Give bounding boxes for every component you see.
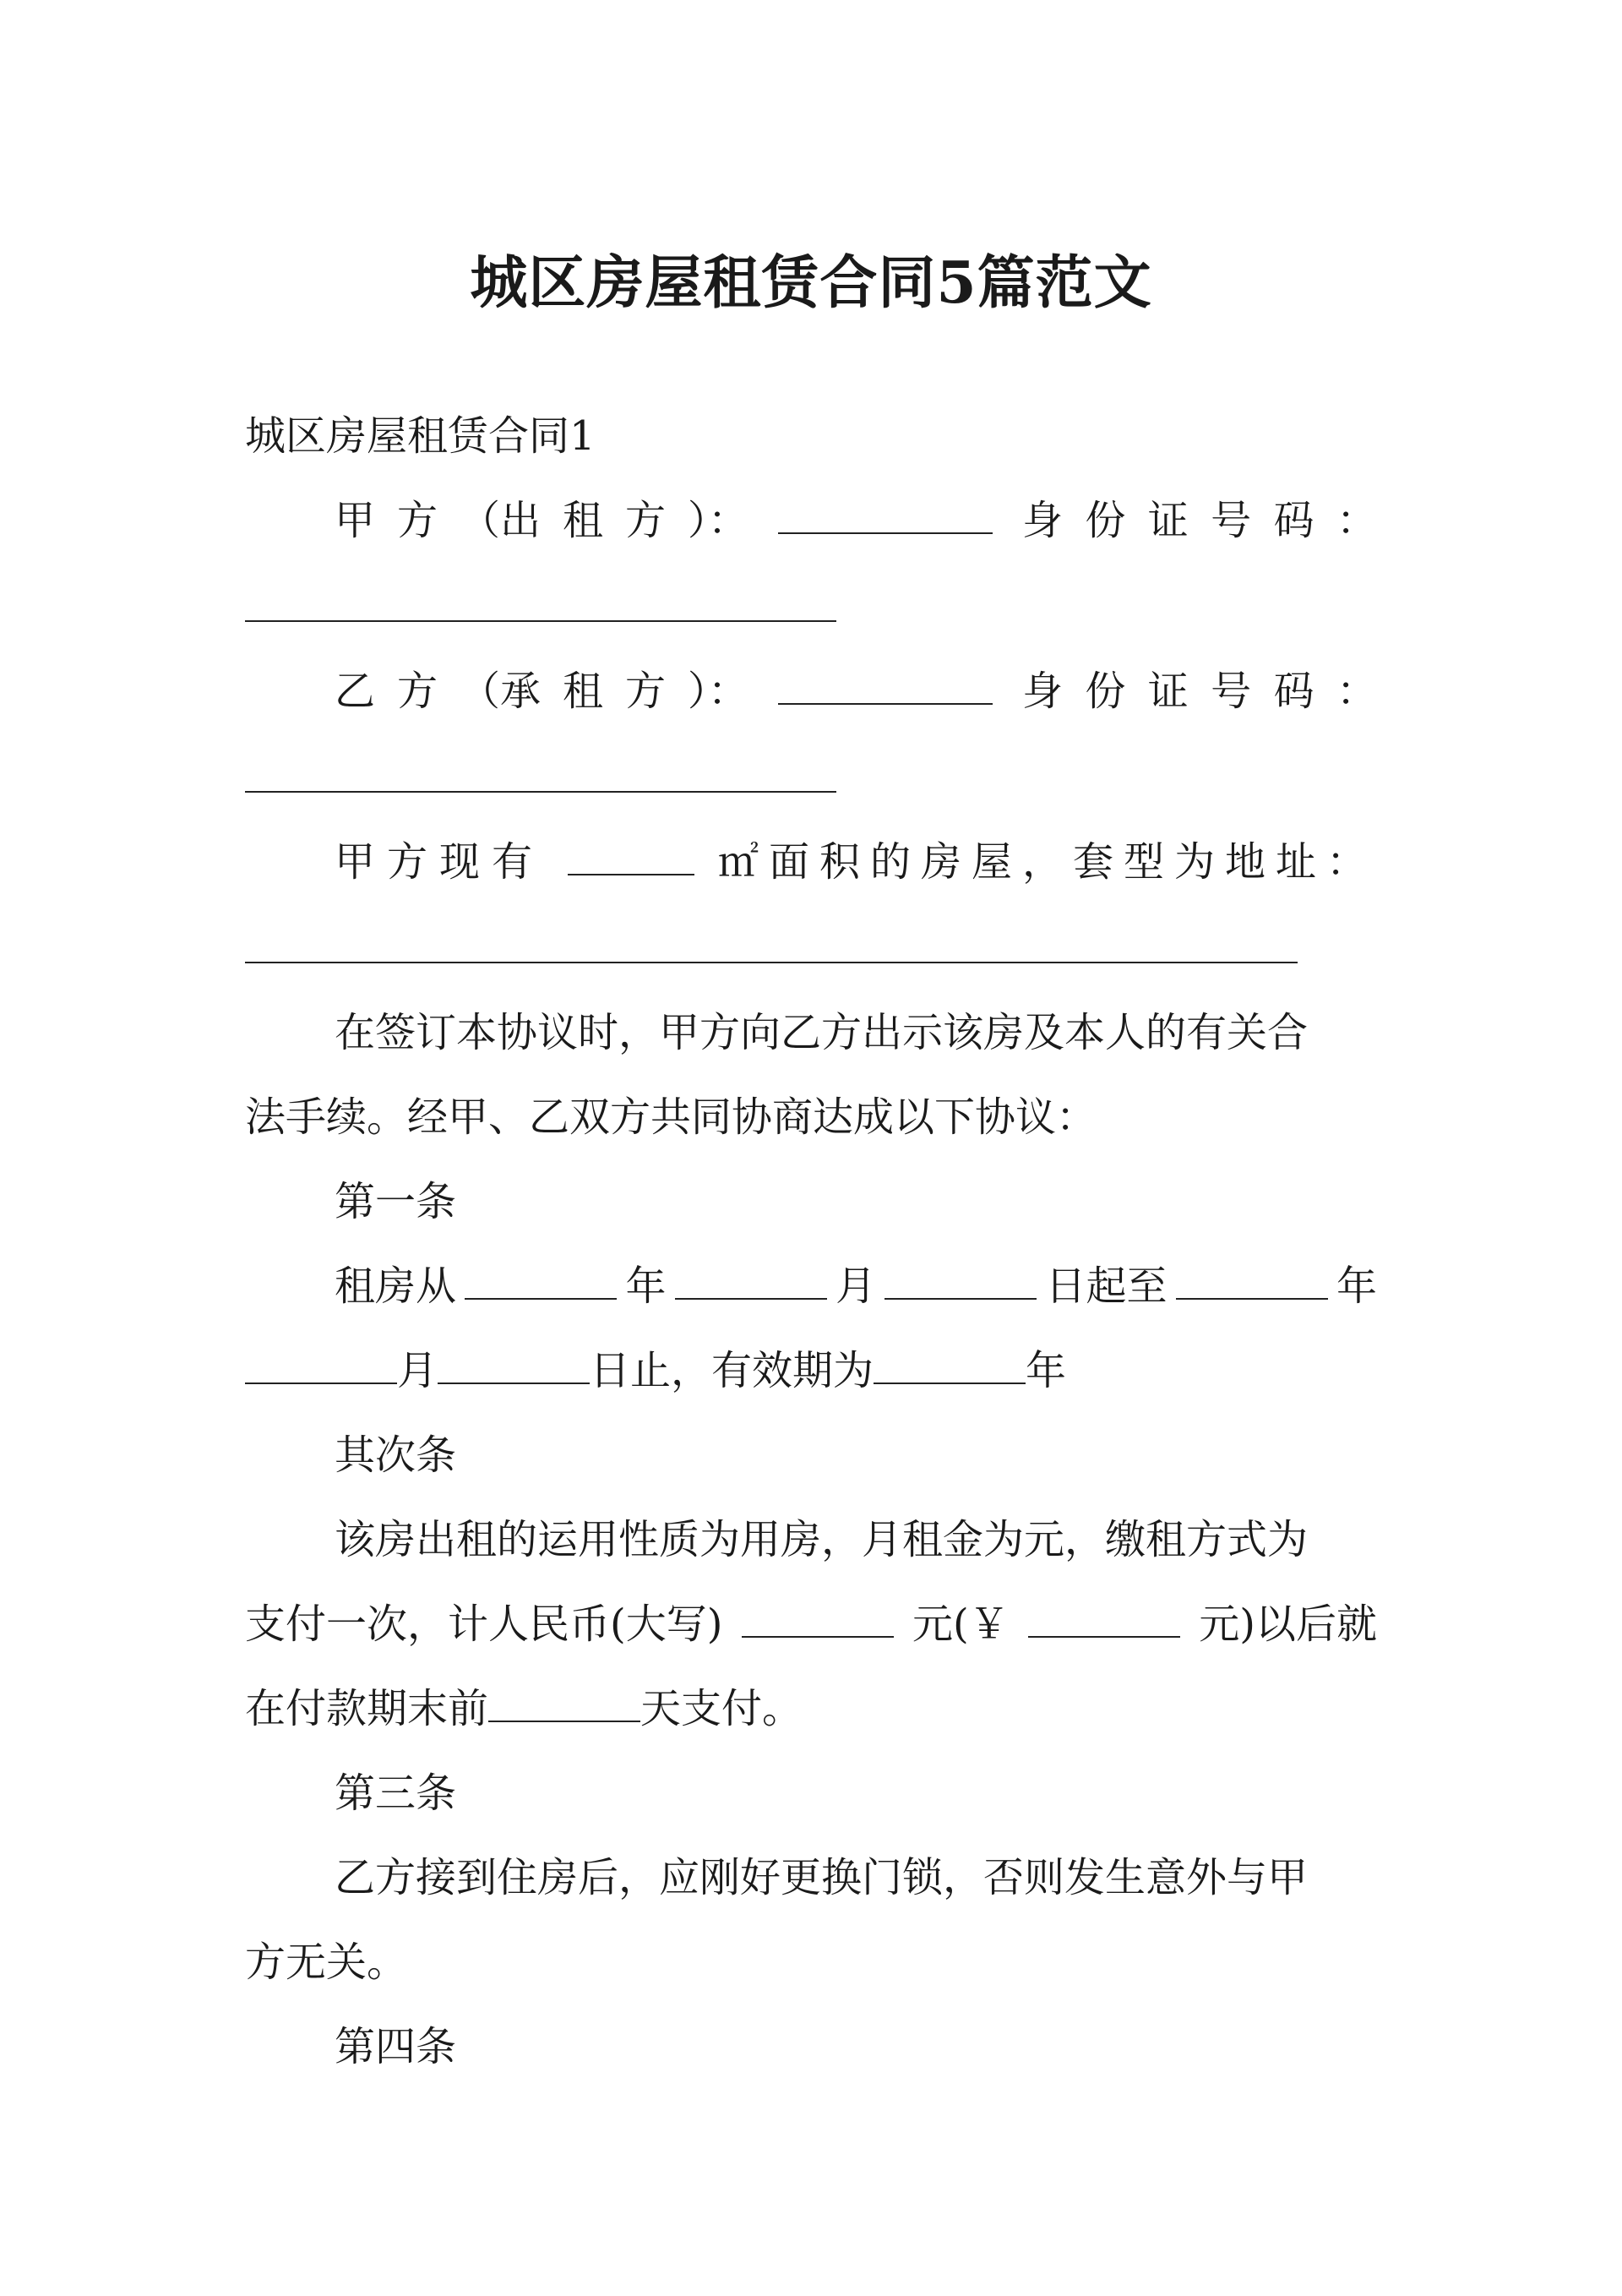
party-b-label: 乙 方 （承 租 方 ）： — [335, 668, 748, 715]
house-area-blank — [568, 874, 694, 875]
house-line — [335, 837, 1377, 887]
document-title: 城区房屋租赁合同5篇范文 — [470, 249, 1152, 317]
article-3-line-2: 方无关。 — [245, 1939, 408, 1986]
party-a-id-blank — [245, 620, 836, 622]
intro-line-2: 法手续。经甲、乙双方共同协商达成以下协议： — [245, 1093, 1097, 1141]
party-b-id-label: 身 份 证 号 码 ： — [1022, 668, 1377, 715]
end-year-blank — [1176, 1298, 1328, 1300]
article-4-heading: 第四条 — [335, 2023, 457, 2070]
article-3-heading: 第三条 — [335, 1770, 457, 1817]
start-day-blank — [884, 1298, 1037, 1300]
article-1-line-2: 月 日止，有效期为 年 — [245, 1345, 1066, 1396]
end-month-blank — [245, 1383, 397, 1384]
article-2-line-2: 支付一次，计人民币(大写) 元(￥ 元)以后就 — [245, 1601, 1377, 1648]
rent-amount-number-blank — [1028, 1636, 1180, 1638]
end-day-blank — [438, 1383, 590, 1384]
article-1-line-1: 租房从 年 月 日起至 年 — [335, 1263, 1377, 1310]
payment-days-blank — [488, 1721, 640, 1722]
contract-subtitle: 城区房屋租赁合同1 — [245, 412, 596, 460]
house-address-blank — [245, 962, 1298, 963]
intro-line-1: 在签订本协议时，甲方向乙方出示该房及本人的有关合 — [335, 1009, 1309, 1056]
term-years-blank — [874, 1383, 1026, 1384]
house-lead: 甲方现有 — [335, 838, 545, 886]
party-b-id-blank — [245, 791, 836, 793]
party-b-name-blank — [778, 703, 993, 705]
article-2-heading: 其次条 — [335, 1432, 457, 1479]
start-month-blank — [675, 1298, 827, 1300]
article-2-line-1: 该房出租的运用性质为用房，月租金为元，缴租方式为 — [335, 1516, 1309, 1563]
party-a-id-label: 身 份 证 号 码 ： — [1022, 497, 1377, 544]
party-a-line — [335, 495, 1377, 546]
article-1-heading: 第一条 — [335, 1178, 457, 1225]
article-2-line-3: 在付款期末前 天支付。 — [245, 1685, 803, 1732]
start-year-blank — [465, 1298, 617, 1300]
article-3-line-1: 乙方接到住房后，应刚好更换门锁，否则发生意外与甲 — [335, 1854, 1309, 1901]
party-a-name-blank — [778, 532, 993, 534]
rent-amount-words-blank — [742, 1636, 894, 1638]
party-a-label: 甲 方 （出 租 方 ）： — [335, 497, 748, 544]
house-unit-text: ㎡面积的房屋，套型为地址： — [717, 838, 1377, 886]
party-b-line — [335, 666, 1377, 717]
